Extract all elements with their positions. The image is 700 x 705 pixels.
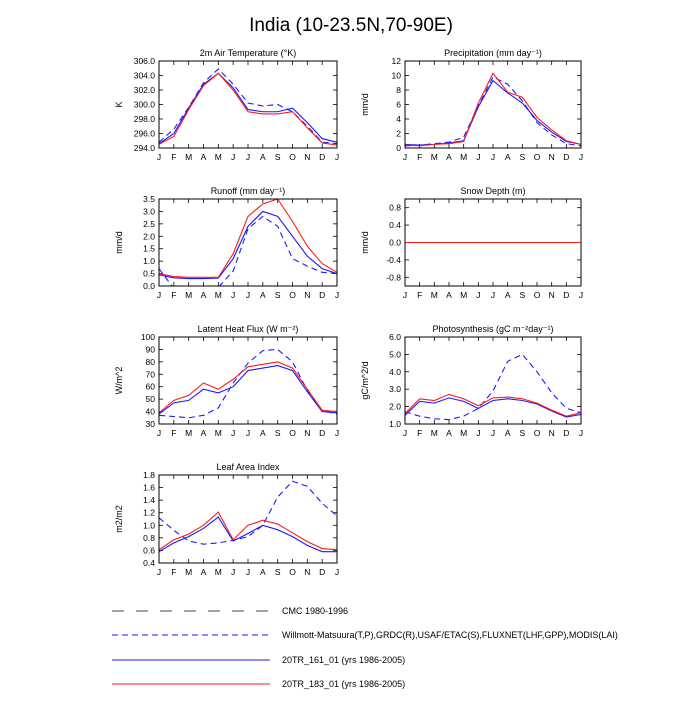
y-tick-label: 0.4 bbox=[143, 558, 155, 568]
y-tick-label: 298.0 bbox=[133, 114, 155, 124]
x-tick-label: F bbox=[171, 428, 177, 438]
x-tick-label: J bbox=[334, 290, 340, 300]
x-tick-label: F bbox=[171, 290, 177, 300]
x-tick-label: J bbox=[245, 290, 251, 300]
x-tick-label: S bbox=[274, 290, 281, 300]
x-tick-label: O bbox=[533, 428, 541, 438]
x-tick-label: N bbox=[548, 428, 555, 438]
series-group bbox=[405, 73, 581, 146]
series-line-3 bbox=[405, 73, 581, 146]
x-tick-label: J bbox=[402, 428, 408, 438]
y-tick-label: 70 bbox=[145, 369, 155, 380]
series-line-3 bbox=[159, 199, 337, 277]
y-tick-label: 0.6 bbox=[143, 545, 155, 556]
x-tick-label: J bbox=[156, 567, 162, 577]
x-tick-label: A bbox=[446, 290, 452, 300]
series-line-2 bbox=[159, 73, 337, 143]
x-tick-label: M bbox=[430, 428, 438, 438]
y-tick-label: 1.6 bbox=[143, 482, 155, 493]
panel-2 bbox=[360, 48, 583, 162]
x-tick-label: M bbox=[214, 152, 222, 162]
y-tick-label: 306.0 bbox=[133, 56, 155, 66]
series-line-1 bbox=[159, 69, 337, 144]
panel-title: Precipitation (mm day⁻¹) bbox=[444, 48, 542, 58]
y-tick-label: 30 bbox=[145, 419, 155, 429]
x-tick-label: J bbox=[231, 567, 236, 577]
panel-7 bbox=[114, 462, 339, 577]
x-tick-label: A bbox=[259, 428, 266, 438]
series-line-2 bbox=[159, 517, 337, 552]
y-tick-label: 294.0 bbox=[133, 143, 155, 153]
x-tick-label: S bbox=[274, 567, 281, 577]
y-tick-label: 6.0 bbox=[389, 332, 401, 342]
x-tick-label: F bbox=[417, 290, 423, 300]
y-tick-label: 304.0 bbox=[133, 70, 155, 81]
y-tick-label: 0.0 bbox=[389, 237, 401, 248]
x-tick-label: F bbox=[171, 567, 177, 577]
x-tick-label: S bbox=[519, 152, 526, 162]
y-tick-label: 2 bbox=[396, 128, 401, 139]
series-line-2 bbox=[159, 211, 337, 278]
x-tick-label: N bbox=[304, 290, 311, 300]
y-tick-label: 0 bbox=[396, 143, 401, 153]
x-tick-label: S bbox=[519, 290, 526, 300]
y-tick-label: 6 bbox=[396, 99, 401, 110]
panel-title: 2m Air Temperature (°K) bbox=[199, 48, 297, 58]
x-tick-label: J bbox=[490, 290, 496, 300]
x-tick-label: M bbox=[185, 567, 193, 577]
panel-4 bbox=[360, 186, 583, 300]
x-tick-label: A bbox=[259, 290, 266, 300]
series-line-1 bbox=[405, 77, 581, 146]
y-tick-label: 1.2 bbox=[143, 507, 155, 518]
panel-title: Photosynthesis (gC m⁻²day⁻¹) bbox=[432, 324, 554, 334]
series-group bbox=[159, 481, 337, 551]
y-tick-label: 100 bbox=[140, 332, 155, 342]
x-tick-label: N bbox=[304, 428, 311, 438]
y-tick-label: 4.0 bbox=[389, 366, 401, 377]
panel-grid bbox=[114, 48, 583, 577]
x-tick-label: M bbox=[214, 567, 222, 577]
x-tick-label: M bbox=[430, 290, 438, 300]
x-tick-label: M bbox=[430, 152, 438, 162]
panel-5 bbox=[114, 324, 339, 438]
y-tick-label: 1.4 bbox=[143, 495, 155, 506]
y-tick-label: 2.0 bbox=[389, 401, 401, 412]
plot-frame bbox=[159, 337, 337, 424]
panel-6 bbox=[360, 324, 583, 438]
x-tick-label: A bbox=[504, 428, 511, 438]
x-tick-label: O bbox=[289, 290, 296, 300]
x-tick-label: N bbox=[548, 152, 555, 162]
x-tick-label: F bbox=[171, 152, 177, 162]
x-tick-label: A bbox=[200, 567, 207, 577]
x-tick-label: F bbox=[417, 152, 423, 162]
y-tick-label: 0.0 bbox=[143, 281, 155, 291]
x-tick-label: D bbox=[319, 290, 326, 300]
y-tick-label: 4 bbox=[396, 114, 401, 124]
series-line-3 bbox=[405, 394, 581, 416]
series-line-3 bbox=[159, 362, 337, 413]
y-tick-label: 0.5 bbox=[143, 268, 155, 279]
x-tick-label: J bbox=[231, 152, 236, 162]
x-tick-label: J bbox=[490, 428, 496, 438]
x-tick-label: S bbox=[274, 152, 281, 162]
x-tick-label: D bbox=[319, 152, 326, 162]
x-tick-label: J bbox=[402, 152, 408, 162]
y-tick-label: 302.0 bbox=[133, 85, 155, 95]
x-tick-label: N bbox=[304, 152, 311, 162]
y-tick-label: 1.5 bbox=[143, 243, 155, 254]
x-tick-label: A bbox=[259, 152, 266, 162]
x-tick-label: J bbox=[578, 428, 584, 438]
x-tick-label: M bbox=[185, 428, 193, 438]
series-line-2 bbox=[405, 81, 581, 146]
x-tick-label: A bbox=[259, 567, 266, 577]
y-axis-label: m2/m2 bbox=[114, 505, 124, 533]
x-tick-label: A bbox=[200, 428, 207, 438]
x-tick-label: J bbox=[334, 152, 340, 162]
x-tick-label: D bbox=[319, 428, 326, 438]
x-tick-label: A bbox=[504, 290, 511, 300]
x-tick-label: J bbox=[231, 428, 236, 438]
y-tick-label: 90 bbox=[145, 344, 155, 355]
plot-frame bbox=[159, 199, 337, 286]
x-tick-label: J bbox=[490, 152, 496, 162]
y-tick-label: 2.5 bbox=[143, 218, 155, 229]
x-tick-label: O bbox=[289, 152, 296, 162]
x-tick-label: N bbox=[548, 290, 555, 300]
y-tick-label: 1.0 bbox=[143, 256, 155, 267]
y-tick-label: 0.8 bbox=[389, 202, 401, 213]
y-tick-label: 12 bbox=[391, 56, 401, 66]
y-tick-label: 3.0 bbox=[389, 384, 401, 395]
series-line-1 bbox=[159, 349, 337, 417]
y-tick-label: 1.0 bbox=[143, 520, 155, 531]
x-tick-label: O bbox=[289, 428, 296, 438]
x-tick-label: D bbox=[563, 290, 570, 300]
y-axis-label: mm/d bbox=[360, 93, 370, 116]
x-tick-label: J bbox=[231, 290, 236, 300]
x-tick-label: M bbox=[460, 290, 468, 300]
y-tick-label: -0.8 bbox=[386, 272, 401, 283]
x-tick-label: D bbox=[563, 428, 570, 438]
y-tick-label: 1.8 bbox=[143, 470, 155, 480]
x-tick-label: J bbox=[245, 428, 251, 438]
x-tick-label: O bbox=[533, 152, 541, 162]
x-tick-label: A bbox=[200, 290, 207, 300]
x-tick-label: M bbox=[460, 152, 468, 162]
y-axis-label: K bbox=[114, 101, 124, 108]
x-tick-label: M bbox=[185, 290, 193, 300]
x-tick-label: O bbox=[533, 290, 541, 300]
x-tick-label: J bbox=[578, 290, 584, 300]
x-tick-label: D bbox=[319, 567, 326, 577]
x-tick-label: A bbox=[504, 152, 511, 162]
series-line-1 bbox=[405, 354, 581, 419]
x-tick-label: J bbox=[334, 567, 340, 577]
y-tick-label: 80 bbox=[145, 356, 155, 367]
y-tick-label: 10 bbox=[391, 70, 401, 81]
y-axis-label: mm/d bbox=[114, 231, 124, 254]
panel-title: Runoff (mm day⁻¹) bbox=[210, 186, 286, 196]
legend bbox=[112, 606, 618, 689]
y-tick-label: 5.0 bbox=[389, 349, 401, 360]
x-tick-label: J bbox=[245, 152, 251, 162]
legend-label: 20TR_161_01 (yrs 1986-2005) bbox=[282, 655, 406, 665]
x-tick-label: J bbox=[156, 290, 162, 300]
panel-title: Latent Heat Flux (W m⁻²) bbox=[197, 324, 299, 334]
y-axis-label: gC/m^2/d bbox=[360, 361, 370, 400]
y-tick-label: 0.4 bbox=[389, 220, 401, 231]
panel-1 bbox=[114, 48, 339, 162]
x-tick-label: F bbox=[417, 428, 423, 438]
series-group bbox=[159, 349, 337, 417]
plot-frame bbox=[159, 475, 337, 563]
figure-title: India (10-23.5N,70-90E) bbox=[249, 15, 453, 36]
y-tick-label: 3.0 bbox=[143, 206, 155, 217]
legend-label: Willmott-Matsuura(T,P),GRDC(R),USAF/ETAC(S),FLUXNET(LHF,GPP),MODIS(LAI) bbox=[282, 630, 618, 640]
x-tick-label: M bbox=[214, 428, 222, 438]
x-tick-label: A bbox=[446, 428, 452, 438]
series-line-2 bbox=[405, 398, 581, 417]
x-tick-label: J bbox=[334, 428, 340, 438]
panel-3 bbox=[114, 186, 339, 300]
y-axis-label: W/m^2 bbox=[114, 366, 124, 395]
y-tick-label: 2.0 bbox=[143, 231, 155, 242]
x-tick-label: O bbox=[289, 567, 296, 577]
legend-label: 20TR_183_01 (yrs 1986-2005) bbox=[282, 679, 406, 689]
y-tick-label: 40 bbox=[145, 406, 155, 417]
series-group bbox=[159, 69, 337, 145]
x-tick-label: J bbox=[156, 152, 162, 162]
plot-frame bbox=[159, 61, 337, 148]
y-tick-label: 50 bbox=[145, 394, 155, 405]
y-tick-label: 1.0 bbox=[389, 419, 401, 429]
series-group bbox=[159, 199, 337, 288]
x-tick-label: N bbox=[304, 567, 311, 577]
series-group bbox=[405, 354, 581, 419]
y-tick-label: 296.0 bbox=[133, 128, 155, 139]
y-tick-label: 300.0 bbox=[133, 99, 155, 110]
x-tick-label: J bbox=[578, 152, 584, 162]
y-tick-label: 0.8 bbox=[143, 532, 155, 543]
series-line-3 bbox=[159, 512, 337, 550]
x-tick-label: J bbox=[476, 428, 481, 438]
x-tick-label: A bbox=[200, 152, 207, 162]
series-line-2 bbox=[159, 366, 337, 414]
x-tick-label: S bbox=[274, 428, 281, 438]
x-tick-label: J bbox=[476, 152, 481, 162]
x-tick-label: J bbox=[156, 428, 162, 438]
panel-title: Leaf Area Index bbox=[216, 462, 280, 472]
x-tick-label: D bbox=[563, 152, 570, 162]
y-tick-label: 8 bbox=[396, 85, 401, 95]
x-tick-label: J bbox=[245, 567, 251, 577]
y-axis-label: mm/d bbox=[360, 231, 370, 254]
x-tick-label: J bbox=[402, 290, 408, 300]
x-tick-label: M bbox=[460, 428, 468, 438]
legend-label: CMC 1980-1996 bbox=[282, 606, 349, 616]
y-tick-label: 60 bbox=[145, 381, 155, 392]
x-tick-label: M bbox=[185, 152, 193, 162]
x-tick-label: M bbox=[214, 290, 222, 300]
x-tick-label: S bbox=[519, 428, 526, 438]
y-tick-label: 3.5 bbox=[143, 194, 155, 204]
panel-title: Snow Depth (m) bbox=[460, 186, 526, 196]
y-tick-label: -0.4 bbox=[386, 254, 401, 265]
x-tick-label: A bbox=[446, 152, 452, 162]
x-tick-label: J bbox=[476, 290, 481, 300]
